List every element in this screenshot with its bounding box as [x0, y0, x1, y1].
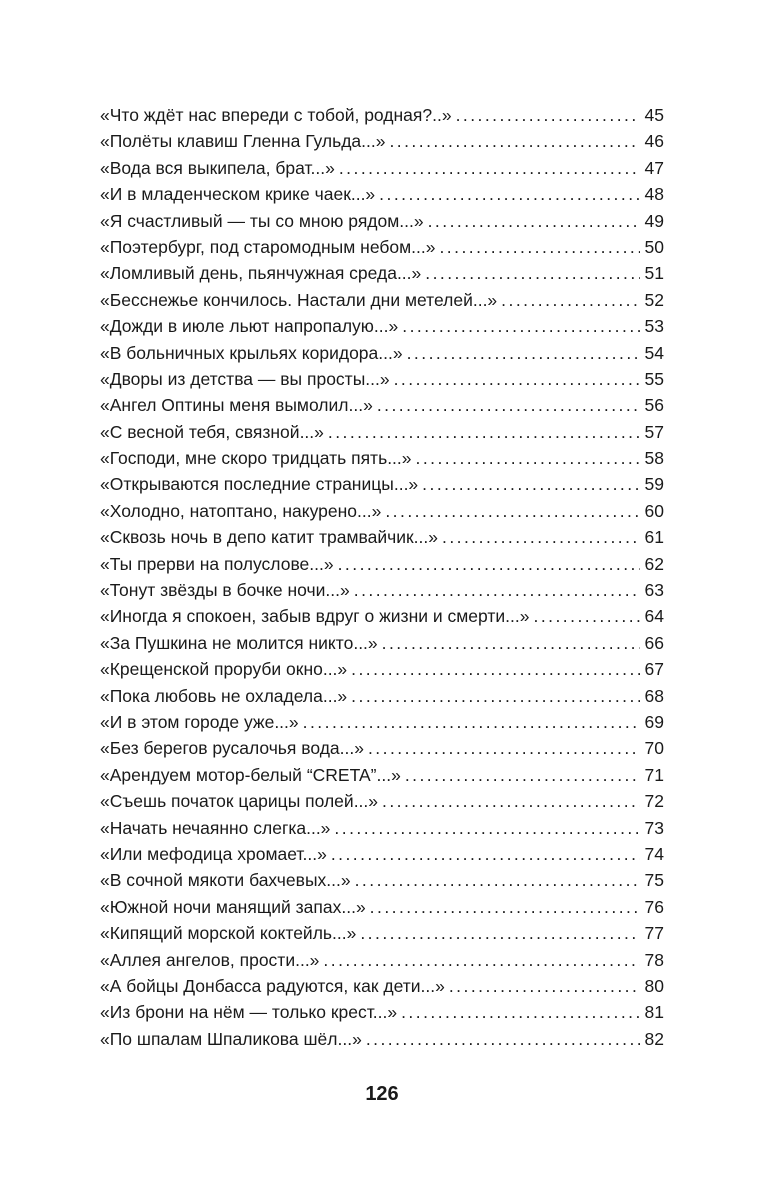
toc-dot-leader: [402, 313, 640, 339]
toc-entry: [100, 392, 664, 418]
toc-entry-title: «Пока любовь не охладела...»: [100, 685, 348, 706]
toc-dot-leader: [354, 577, 640, 603]
toc-dot-leader: [323, 947, 640, 973]
toc-dot-leader: [449, 973, 640, 999]
toc-entry-page: 66: [644, 632, 664, 653]
toc-entry-title: «Крещенской проруби окно...»: [100, 659, 348, 680]
toc-entry-title: «Ты прерви на полуслове...»: [100, 553, 334, 574]
toc-entry-title: «Съешь початок царицы полей...»: [100, 791, 379, 812]
toc-entry-title: «Вода вся выкипела, брат...»: [100, 157, 335, 178]
toc-entry: [100, 947, 664, 973]
toc-entry-title: «За Пушкина не молится никто...»: [100, 632, 378, 653]
toc-entry-title: «Поэтербург, под старомодным небом...»: [100, 236, 436, 257]
toc-dot-leader: [439, 234, 640, 260]
toc-entry-page: 50: [644, 236, 664, 257]
toc-entry: [100, 1026, 664, 1052]
toc-entry: [100, 128, 664, 154]
toc-dot-leader: [328, 419, 640, 445]
toc-entry-page: 75: [644, 870, 664, 891]
toc-entry-title: «Сквозь ночь в депо катит трамвайчик...»: [100, 527, 438, 548]
toc-entry-page: 57: [644, 421, 664, 442]
toc-entry: [100, 973, 664, 999]
toc-entry-page: 51: [644, 263, 664, 284]
toc-entry-page: 46: [644, 131, 664, 152]
toc-entry: [100, 234, 664, 260]
toc-entry-title: «Открываются последние страницы...»: [100, 474, 419, 495]
toc-dot-leader: [422, 471, 640, 497]
toc-dot-leader: [303, 709, 640, 735]
toc-dot-leader: [351, 683, 640, 709]
toc-entry: [100, 867, 664, 893]
toc-entry-page: 49: [644, 210, 664, 231]
toc-entry-title: «Ангел Оптины меня вымолил...»: [100, 395, 373, 416]
toc-entry-page: 76: [644, 896, 664, 917]
toc-entry-title: «По шпалам Шпаликова шёл...»: [100, 1028, 362, 1049]
toc-entry: [100, 287, 664, 313]
toc-entry: [100, 788, 664, 814]
toc-entry-page: 52: [644, 289, 664, 310]
toc-entry-page: 69: [644, 711, 664, 732]
toc-entry: [100, 841, 664, 867]
toc-entry: [100, 524, 664, 550]
toc-dot-leader: [360, 920, 640, 946]
toc-dot-leader: [389, 128, 640, 154]
toc-entry: [100, 630, 664, 656]
toc-entry: [100, 498, 664, 524]
toc-entry-title: «Без берегов русалочья вода...»: [100, 738, 364, 759]
toc-entry: [100, 102, 664, 128]
toc-entry: [100, 735, 664, 761]
toc-entry-page: 59: [644, 474, 664, 495]
toc-entry-title: «Или мефодица хромает...»: [100, 843, 327, 864]
toc-dot-leader: [405, 762, 640, 788]
toc-entry-title: «Господи, мне скоро тридцать пять...»: [100, 448, 412, 469]
toc-entry-page: 45: [644, 105, 664, 125]
toc-entry-title: «В больничных крыльях коридора...»: [100, 342, 403, 363]
toc-entry-page: 53: [644, 316, 664, 337]
toc-dot-leader: [377, 392, 640, 418]
toc-entry: [100, 656, 664, 682]
toc-entry-page: 60: [644, 500, 664, 521]
page-number: 126: [365, 1083, 399, 1105]
toc-dot-leader: [379, 181, 640, 207]
toc-entry-title: «С весной тебя, связной...»: [100, 421, 324, 442]
toc-entry: [100, 313, 664, 339]
toc-entry-page: 70: [644, 738, 664, 759]
toc-entry: [100, 471, 664, 497]
toc-dot-leader: [425, 260, 640, 286]
toc-dot-leader: [534, 603, 641, 629]
toc-dot-leader: [351, 656, 640, 682]
toc-entry: [100, 894, 664, 920]
toc-entry: [100, 709, 664, 735]
toc-entry: [100, 419, 664, 445]
toc-entry-page: 81: [644, 1002, 664, 1023]
toc-entry-title: «Южной ночи манящий запах...»: [100, 896, 366, 917]
toc-entry-title: «Ломливый день, пьянчужная среда...»: [100, 263, 422, 284]
toc-entry: [100, 762, 664, 788]
toc-entry-title: «Что ждёт нас впереди с тобой, родная?..»: [100, 105, 452, 125]
toc-entry: [100, 340, 664, 366]
toc-entry: [100, 181, 664, 207]
toc-dot-leader: [385, 498, 640, 524]
toc-dot-leader: [416, 445, 640, 471]
toc-entry-page: 82: [644, 1028, 664, 1049]
toc-entry-title: «И в младенческом крике чаек...»: [100, 184, 376, 205]
toc-dot-leader: [394, 366, 640, 392]
toc-entry-page: 54: [644, 342, 664, 363]
toc-entry-page: 67: [644, 659, 664, 680]
toc-entry-title: «Аллея ангелов, прости...»: [100, 949, 320, 970]
toc-entry-title: «Холодно, натоптано, накурено...»: [100, 500, 382, 521]
toc-entry-page: 47: [644, 157, 664, 178]
toc-entry-page: 78: [644, 949, 664, 970]
toc-entry: [100, 155, 664, 181]
toc-entry-page: 56: [644, 395, 664, 416]
toc-entry-page: 72: [644, 791, 664, 812]
toc-dot-leader: [501, 287, 640, 313]
toc-entry: [100, 683, 664, 709]
toc-entry-page: 68: [644, 685, 664, 706]
toc-entry-page: 71: [644, 764, 664, 785]
toc-entry-page: 55: [644, 368, 664, 389]
toc-entry-page: 64: [644, 606, 664, 627]
toc-dot-leader: [334, 815, 640, 841]
toc-dot-leader: [368, 735, 640, 761]
toc-entry-title: «Арендуем мотор-белый “CRETA”...»: [100, 764, 401, 785]
table-of-contents: [100, 102, 664, 1052]
toc-entry-page: 61: [644, 527, 664, 548]
toc-entry-page: 80: [644, 975, 664, 996]
toc-dot-leader: [366, 1026, 640, 1052]
toc-dot-leader: [370, 894, 640, 920]
toc-entry-title: «Тонут звёзды в бочке ночи...»: [100, 580, 350, 601]
toc-entry: [100, 260, 664, 286]
toc-entry-title: «Кипящий морской коктейль...»: [100, 923, 357, 944]
toc-entry: [100, 815, 664, 841]
toc-dot-leader: [442, 524, 640, 550]
toc-entry: [100, 999, 664, 1025]
toc-entry: [100, 920, 664, 946]
toc-dot-leader: [407, 340, 640, 366]
toc-entry-title: «Из брони на нём — только крест...»: [100, 1002, 398, 1023]
toc-entry-title: «Дворы из детства — вы просты...»: [100, 368, 390, 389]
toc-entry-page: 77: [644, 923, 664, 944]
toc-dot-leader: [456, 102, 640, 128]
toc-dot-leader: [382, 630, 640, 656]
toc-dot-leader: [331, 841, 640, 867]
toc-entry-page: 63: [644, 580, 664, 601]
toc-dot-leader: [428, 208, 640, 234]
toc-entry-page: 48: [644, 184, 664, 205]
toc-dot-leader: [355, 867, 640, 893]
toc-dot-leader: [338, 551, 640, 577]
toc-entry: [100, 577, 664, 603]
toc-entry-page: 74: [644, 843, 664, 864]
toc-dot-leader: [401, 999, 640, 1025]
toc-entry-title: «Иногда я спокоен, забыв вдруг о жизни и смерти...»: [100, 606, 530, 627]
toc-entry-title: «Начать нечаянно слегка...»: [100, 817, 331, 838]
toc-entry-title: «Я счастливый — ты со мною рядом...»: [100, 210, 424, 231]
toc-entry: [100, 551, 664, 577]
toc-entry-page: 58: [644, 448, 664, 469]
toc-dot-leader: [339, 155, 640, 181]
toc-entry: [100, 208, 664, 234]
toc-entry-page: 62: [644, 553, 664, 574]
toc-entry: [100, 366, 664, 392]
toc-dot-leader: [382, 788, 640, 814]
toc-entry-title: «Бесснежье кончилось. Настали дни метелей...»: [100, 289, 498, 310]
toc-entry-title: «В сочной мякоти бахчевых...»: [100, 870, 351, 891]
toc-entry-title: «Дожди в июле льют напропалую...»: [100, 316, 399, 337]
toc-entry-title: «Полёты клавиш Гленна Гульда...»: [100, 131, 386, 152]
toc-entry-title: «А бойцы Донбасса радуются, как дети...»: [100, 975, 445, 996]
toc-entry: [100, 445, 664, 471]
toc-entry: [100, 603, 664, 629]
toc-entry-title: «И в этом городе уже...»: [100, 711, 299, 732]
toc-entry-page: 73: [644, 817, 664, 838]
